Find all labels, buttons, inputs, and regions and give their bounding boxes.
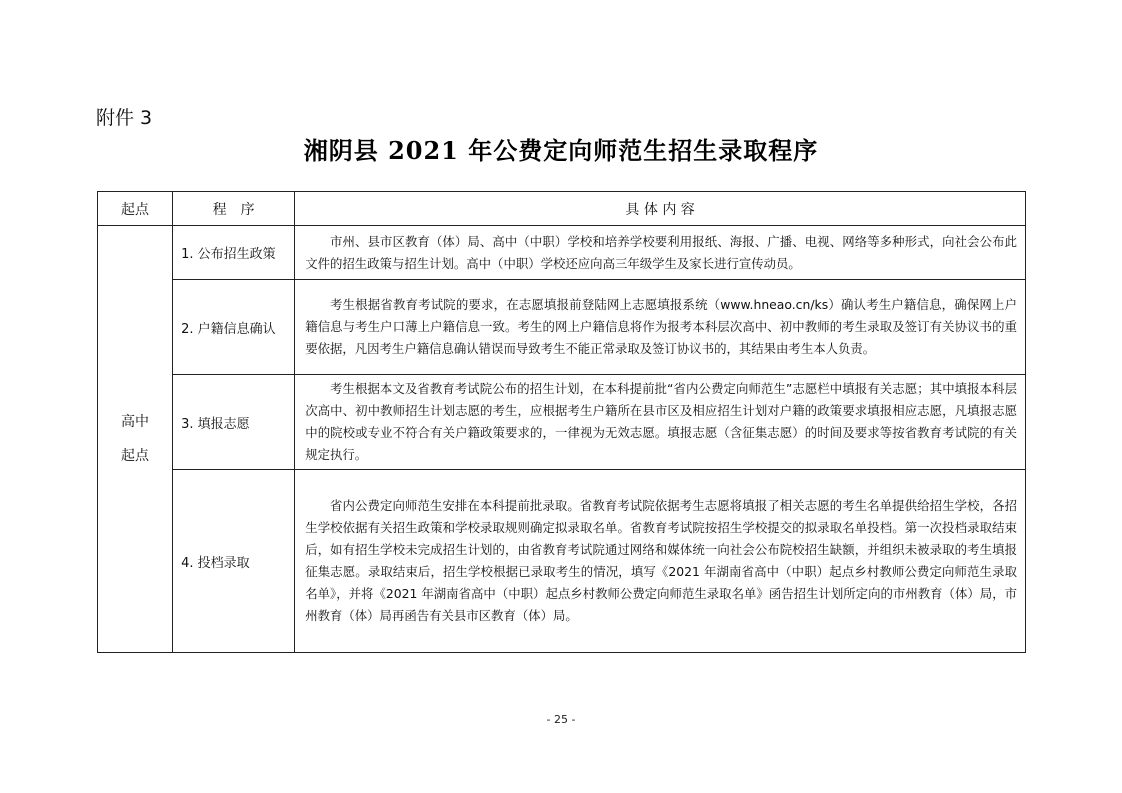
table-row [98, 470, 1026, 653]
step-detail [295, 375, 1026, 470]
header-detail: 具 体 内 容 [295, 192, 1026, 226]
table-row [98, 280, 1026, 375]
header-start: 起点 [98, 192, 173, 226]
page-title: 湘阴县 2021 年公费定向师范生招生录取程序 [303, 136, 819, 165]
step-label: 4. 投档录取 [173, 470, 295, 653]
page-number: - 25 - [546, 713, 576, 726]
step-detail-text: 考生根据省教育考试院的要求，在志愿填报前登陆网上志愿填报系统（www.hneao.cn/ks）确认考生户籍信息，确保网上户籍信息与考生户口薄上户籍信息一致。考生的网上户籍信息将作为报考本科层次高中、初中教师的考生录取及签订有关协议书的重要依据，凡因考生户籍信息确认错误而导致考生不能正常录取及签订协议书的，其结果由考生本人负责。 [305, 297, 1017, 356]
step-detail-text: 市州、县市区教育（体）局、高中（中职）学校和培养学校要利用报纸、海报、广播、电视、网络等多种形式，向社会公布此文件的招生政策与招生计划。高中（中职）学校还应向高三年级学生及家长进行宣传动员。 [305, 233, 1017, 271]
start-point-line2: 起点 [121, 448, 150, 464]
header-step: 程 序 [173, 192, 295, 226]
start-point-line1: 高中 [121, 414, 150, 430]
table-header-row [98, 192, 1026, 226]
step-detail [295, 226, 1026, 280]
step-detail-text: 省内公费定向师范生安排在本科提前批录取。省教育考试院依据考生志愿将填报了相关志愿的考生名单提供给招生学校，各招生学校依据有关招生政策和学校录取规则确定拟录取名单。省教育考试院按招生学校提交的拟录取名单投档。第一次投档录取结束后，如有招生学校未完成招生计划的，由省教育考试院通过网络和媒体统一向社会公布院校招生缺额，并组织未被录取的考生填报征集志愿。录取结束后，招生学校根据已录取考生的情况，填写《2021 年湖南省高中（中职）起点乡村教师公费定向师范生录取名单》，并将《2021 年湖南省高中（中职）起点乡村教师公费定向师范生录取名单》函告招生计划所定向的市州教育（体）局，市州教育（体）局再函告有关县市区教育（体）局。 [305, 498, 1017, 623]
step-detail-text: 考生根据本文及省教育考试院公布的招生计划，在本科提前批“省内公费定向师范生”志愿栏中填报有关志愿；其中填报本科层次高中、初中教师招生计划志愿的考生，应根据考生户籍所在县市区及相应招生计划对户籍的政策要求填报相应志愿，凡填报志愿中的院校或专业不符合有关户籍政策要求的，一律视为无效志愿。填报志愿（含征集志愿）的时间及要求等按省教育考试院的有关规定执行。 [305, 381, 1017, 462]
step-label: 2. 户籍信息确认 [173, 280, 295, 375]
step-detail [295, 280, 1026, 375]
procedure-table [97, 191, 1026, 653]
attachment-label: 附件 3 [96, 107, 153, 129]
step-label: 3. 填报志愿 [173, 375, 295, 470]
step-label: 1. 公布招生政策 [173, 226, 295, 280]
table-row [98, 375, 1026, 470]
step-detail [295, 470, 1026, 653]
start-point-cell [98, 226, 173, 653]
table-row [98, 226, 1026, 280]
